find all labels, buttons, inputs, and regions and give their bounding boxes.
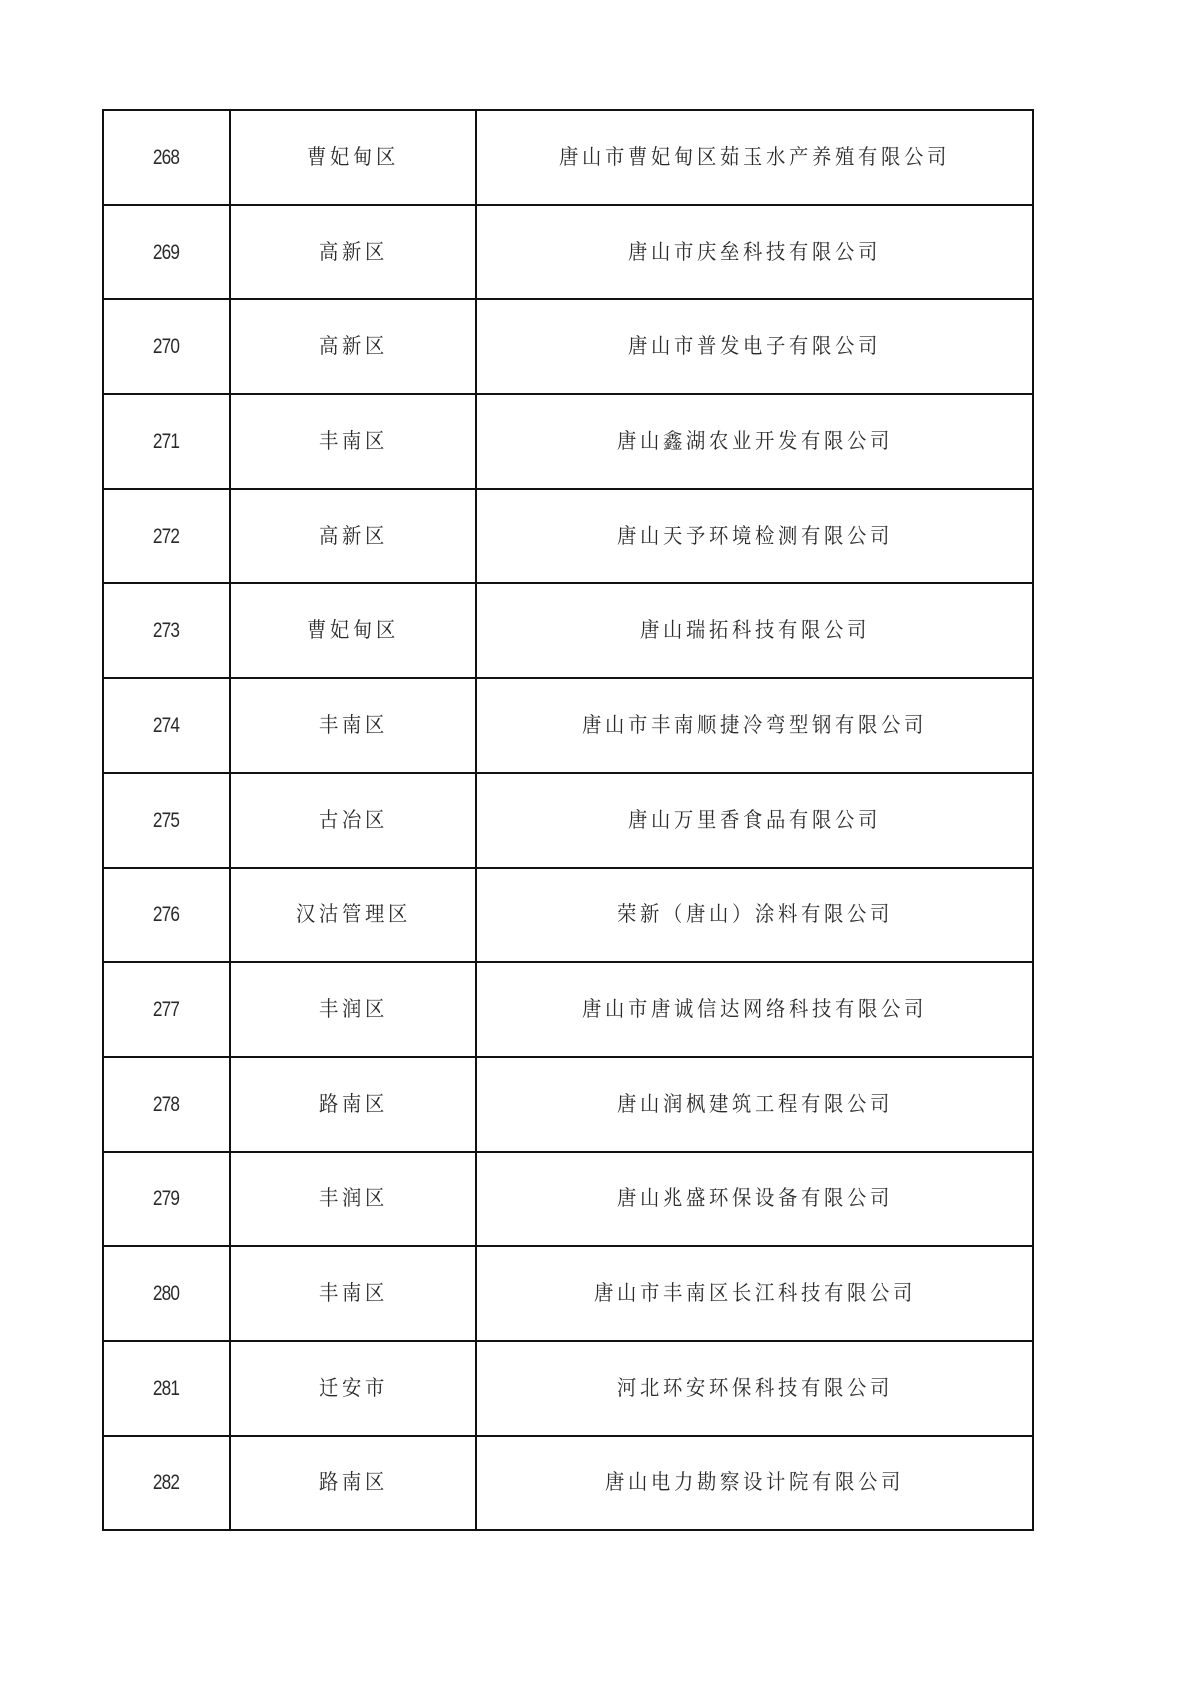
district-name: 丰南区	[318, 1281, 388, 1306]
company-name: 唐山市普发电子有限公司	[628, 334, 881, 359]
district-cell	[230, 299, 476, 394]
company-cell	[476, 110, 1033, 205]
company-name: 唐山市唐诚信达网络科技有限公司	[582, 997, 927, 1022]
company-name: 河北环安环保科技有限公司	[616, 1375, 893, 1400]
district-name: 高新区	[318, 334, 388, 359]
row-number: 280	[153, 1282, 180, 1306]
district-name: 丰润区	[318, 997, 388, 1022]
company-cell	[476, 773, 1033, 868]
row-number-cell	[103, 489, 230, 584]
district-name: 古冶区	[318, 807, 388, 832]
district-cell	[230, 1246, 476, 1341]
table-row	[103, 678, 1033, 773]
district-cell	[230, 110, 476, 205]
district-name: 高新区	[318, 239, 388, 264]
district-name: 丰南区	[318, 428, 388, 453]
row-number-cell	[103, 205, 230, 300]
row-number: 269	[153, 240, 180, 264]
row-number: 278	[153, 1092, 180, 1116]
district-cell	[230, 205, 476, 300]
district-cell	[230, 583, 476, 678]
table-row	[103, 205, 1033, 300]
row-number-cell	[103, 394, 230, 489]
district-cell	[230, 1152, 476, 1247]
table-row	[103, 1436, 1033, 1531]
row-number-cell	[103, 299, 230, 394]
company-cell	[476, 299, 1033, 394]
company-cell	[476, 962, 1033, 1057]
district-name: 汉沽管理区	[295, 902, 411, 927]
company-cell	[476, 1057, 1033, 1152]
row-number: 270	[153, 335, 180, 359]
row-number-cell	[103, 1436, 230, 1531]
row-number-cell	[103, 1341, 230, 1436]
district-name: 路南区	[318, 1470, 388, 1495]
row-number: 275	[153, 808, 180, 832]
district-cell	[230, 394, 476, 489]
row-number-cell	[103, 868, 230, 963]
company-name: 唐山万里香食品有限公司	[628, 807, 881, 832]
company-name: 唐山瑞拓科技有限公司	[639, 618, 870, 643]
table-row	[103, 962, 1033, 1057]
district-cell	[230, 1341, 476, 1436]
company-name: 唐山润枫建筑工程有限公司	[616, 1091, 893, 1116]
company-cell	[476, 1341, 1033, 1436]
company-cell	[476, 583, 1033, 678]
company-cell	[476, 1152, 1033, 1247]
row-number: 281	[153, 1376, 180, 1400]
table-body	[103, 110, 1033, 1530]
district-name: 丰南区	[318, 712, 388, 737]
table-row	[103, 299, 1033, 394]
district-name: 丰润区	[318, 1186, 388, 1211]
company-cell	[476, 678, 1033, 773]
company-name: 唐山兆盛环保设备有限公司	[616, 1186, 893, 1211]
row-number-cell	[103, 1057, 230, 1152]
row-number-cell	[103, 773, 230, 868]
row-number: 277	[153, 998, 180, 1022]
table-row	[103, 1341, 1033, 1436]
row-number-cell	[103, 110, 230, 205]
company-name: 唐山市丰南区长江科技有限公司	[593, 1281, 916, 1306]
company-cell	[476, 489, 1033, 584]
row-number: 279	[153, 1187, 180, 1211]
row-number: 274	[153, 713, 180, 737]
table-row	[103, 868, 1033, 963]
company-cell	[476, 394, 1033, 489]
company-cell	[476, 1246, 1033, 1341]
district-name: 曹妃甸区	[307, 618, 399, 643]
company-name: 唐山市庆垒科技有限公司	[628, 239, 881, 264]
company-name: 唐山市丰南顺捷冷弯型钢有限公司	[582, 712, 927, 737]
row-number-cell	[103, 1152, 230, 1247]
table-row	[103, 394, 1033, 489]
company-cell	[476, 205, 1033, 300]
district-cell	[230, 868, 476, 963]
row-number: 273	[153, 619, 180, 643]
district-cell	[230, 1057, 476, 1152]
district-name: 高新区	[318, 523, 388, 548]
table-row	[103, 1246, 1033, 1341]
table-row	[103, 110, 1033, 205]
company-name: 荣新（唐山）涂料有限公司	[616, 902, 893, 927]
company-cell	[476, 868, 1033, 963]
district-cell	[230, 678, 476, 773]
table-row	[103, 773, 1033, 868]
district-name: 曹妃甸区	[307, 144, 399, 169]
district-cell	[230, 1436, 476, 1531]
company-name: 唐山鑫湖农业开发有限公司	[616, 428, 893, 453]
row-number: 272	[153, 524, 180, 548]
company-name: 唐山电力勘察设计院有限公司	[605, 1470, 904, 1495]
district-cell	[230, 773, 476, 868]
row-number: 268	[153, 145, 180, 169]
row-number-cell	[103, 583, 230, 678]
row-number-cell	[103, 1246, 230, 1341]
row-number-cell	[103, 678, 230, 773]
district-name: 迁安市	[318, 1375, 388, 1400]
company-name: 唐山市曹妃甸区茹玉水产养殖有限公司	[559, 144, 950, 169]
table-row	[103, 489, 1033, 584]
row-number: 276	[153, 903, 180, 927]
company-cell	[476, 1436, 1033, 1531]
company-list-table	[102, 109, 1034, 1531]
district-cell	[230, 489, 476, 584]
row-number-cell	[103, 962, 230, 1057]
district-cell	[230, 962, 476, 1057]
table-row	[103, 1057, 1033, 1152]
district-name: 路南区	[318, 1091, 388, 1116]
table-row	[103, 583, 1033, 678]
company-name: 唐山天予环境检测有限公司	[616, 523, 893, 548]
row-number: 282	[153, 1471, 180, 1495]
table-row	[103, 1152, 1033, 1247]
row-number: 271	[153, 429, 180, 453]
